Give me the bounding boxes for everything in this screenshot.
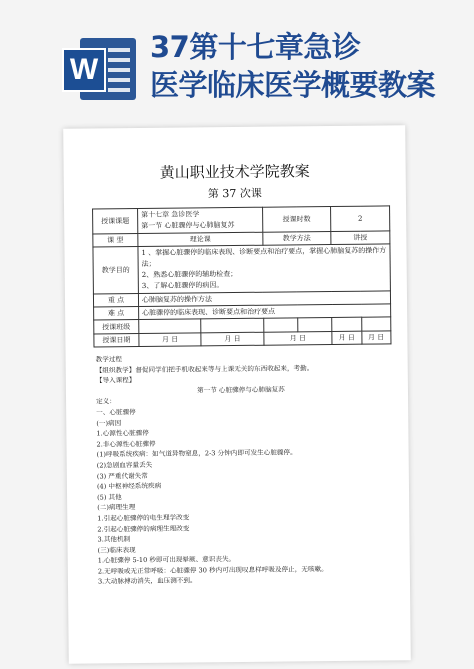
class-cell <box>139 319 202 334</box>
body-line: 1.心脏骤停 5-10 秒即可出现晕厥、意识丧失。 <box>97 555 236 565</box>
type-value: 理论课 <box>138 232 263 246</box>
word-line-decor <box>108 88 130 92</box>
goal-item: 2、熟悉心脏骤停的辅助检查； <box>141 269 238 279</box>
class-cell <box>263 318 297 332</box>
word-line-decor <box>108 58 130 62</box>
topic-value <box>138 207 263 233</box>
body-line: 定义： <box>96 397 116 406</box>
date-cell: 月 日 <box>139 333 201 347</box>
lesson-info-table <box>92 205 391 347</box>
body-line: (2)急剧血容量丢失 <box>96 460 153 470</box>
body-line: (一)病因 <box>96 418 122 428</box>
goal-value <box>138 244 390 294</box>
topic-line: 第一节 心脏骤停与心肺脑复苏 <box>141 221 235 230</box>
topic-line: 第十七章 急诊医学 <box>141 210 200 219</box>
date-label: 授课日期 <box>94 334 139 347</box>
body-line: 一、心脏骤停 <box>96 408 136 417</box>
document-page <box>63 125 411 664</box>
body-line: 2.引起心脏骤停的病理生理改变 <box>97 524 190 533</box>
difficulty-value: 心脏骤停的临床表现、诊断要点和治疗要点 <box>139 304 391 320</box>
key-label: 重 点 <box>93 294 138 307</box>
body-line: (二)病理生理 <box>97 503 136 512</box>
body-line: 3.其他机制 <box>97 535 131 544</box>
date-cell: 月 日 <box>201 332 264 346</box>
method-label: 教学方法 <box>263 232 331 246</box>
table-row <box>93 206 390 234</box>
date-cell: 月 日 <box>332 331 362 344</box>
date-cell: 月 日 <box>264 332 332 346</box>
goal-item: 1 、掌握心脏骤停的临床表现、诊断要点和治疗要点，掌握心肺脑复苏的操作方法； <box>141 246 387 268</box>
word-line-decor <box>108 78 130 82</box>
body-line: (5) 其他 <box>97 492 122 502</box>
table-row <box>93 244 390 294</box>
word-line-decor <box>108 48 130 52</box>
difficulty-label: 难 点 <box>94 307 139 320</box>
body-line: 2.无呼吸或无正常呼吸：心脏骤停 30 秒内可出现叹息样呼吸及停止，无咳嗽。 <box>97 564 328 576</box>
class-cell <box>298 318 332 332</box>
lesson-number: 第 37 次课 <box>207 186 262 201</box>
body-line: 【组织教学】督促同学们把手机收起来等与上课无关的东西收起来，考勤。 <box>95 363 314 375</box>
class-cell <box>332 317 362 331</box>
word-logo-letter: W <box>62 48 106 92</box>
type-label: 课 型 <box>93 234 138 247</box>
body-line: (4) 中枢神经系统疾病 <box>96 481 162 491</box>
goal-item: 3、了解心脏骤停的病因。 <box>141 281 224 290</box>
class-cell <box>361 317 391 331</box>
page-title <box>150 28 470 104</box>
key-value: 心肺脑复苏的操作方法 <box>138 291 390 307</box>
hours-label: 授课时数 <box>262 207 331 233</box>
school-heading: 黄山职业技术学院教案 <box>159 162 310 182</box>
lesson-body <box>96 351 388 587</box>
body-line: 【导入课程】 <box>95 376 136 385</box>
body-line: 2.非心源性心脏骤停 <box>96 439 156 449</box>
word-document-icon <box>62 36 136 102</box>
body-line: 3.大动脉搏动消失，血压测不到。 <box>97 576 197 586</box>
word-line-decor <box>108 68 130 72</box>
title-line-2: 医学临床医学概要教案 <box>150 68 436 102</box>
body-line: (3) 严重代谢失常 <box>96 471 148 481</box>
body-line: (1)呼吸系统疾病：如气道异物窒息，2-3 分钟内即可发生心脏骤停。 <box>96 448 297 459</box>
body-line: (三)临床表现 <box>97 545 136 555</box>
method-value: 讲授 <box>331 231 390 245</box>
table-row <box>94 331 391 347</box>
body-line: 教学过程 <box>95 355 123 364</box>
section-heading: 第一节 心脏骤停与心肺脑复苏 <box>196 385 285 395</box>
date-cell: 月 日 <box>361 331 391 344</box>
class-label: 授课班级 <box>94 320 139 334</box>
hours-value: 2 <box>331 206 390 232</box>
class-cell <box>201 318 264 333</box>
body-line: 1.心源性心脏骤停 <box>96 429 149 438</box>
topic-label: 授课课题 <box>93 209 138 234</box>
body-line: 1.引起心脏骤停的电生理学改变 <box>97 513 190 523</box>
title-line-1: 37第十七章急诊 <box>150 30 361 64</box>
goal-label: 教学目的 <box>93 247 138 294</box>
